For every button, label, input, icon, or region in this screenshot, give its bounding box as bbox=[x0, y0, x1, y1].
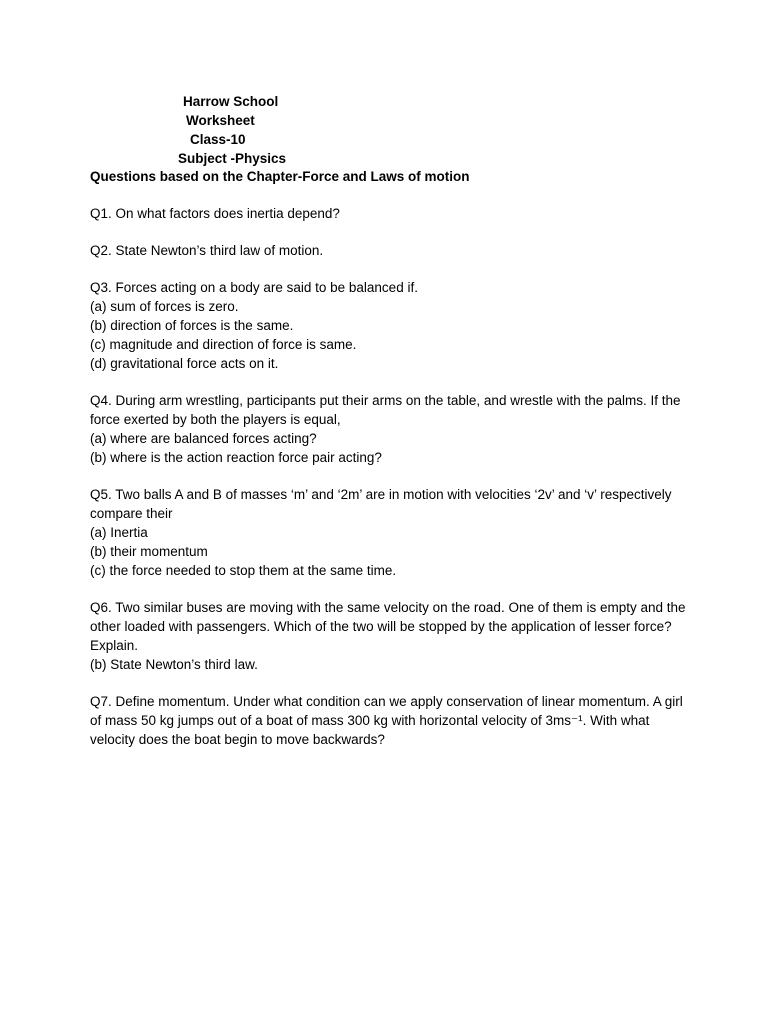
question-5-text: Q5. Two balls A and B of masses ‘m’ and ‘2m’ are in motion with velocities ‘2v’ and ‘v’ respectively compare their bbox=[90, 487, 672, 521]
question-4-part-a: (a) where are balanced forces acting? bbox=[90, 431, 317, 446]
school-name: Harrow School bbox=[183, 94, 279, 109]
class-label: Class-10 bbox=[190, 132, 246, 147]
question-6-part-b: (b) State Newton’s third law. bbox=[90, 657, 258, 672]
question-2: Q2. State Newton’s third law of motion. bbox=[90, 243, 324, 258]
question-5 bbox=[90, 485, 690, 580]
question-3-option-d: (d) gravitational force acts on it. bbox=[90, 356, 279, 371]
question-1: Q1. On what factors does inertia depend? bbox=[90, 206, 340, 221]
question-5-part-b: (b) their momentum bbox=[90, 544, 208, 559]
question-3-option-c: (c) magnitude and direction of force is same. bbox=[90, 337, 357, 352]
question-3-option-b: (b) direction of forces is the same. bbox=[90, 318, 294, 333]
question-6-text: Q6. Two similar buses are moving with the same velocity on the road. One of them is empty and the other loaded with passengers. Which of the two will be stopped by the application of lesser force? Explain. bbox=[90, 600, 686, 653]
question-5-part-c: (c) the force needed to stop them at the same time. bbox=[90, 563, 397, 578]
question-4 bbox=[90, 391, 690, 467]
question-7: Q7. Define momentum. Under what condition can we apply conservation of linear momentum. A girl of mass 50 kg jumps out of a boat of mass 300 kg with horizontal velocity of 3ms⁻¹. With what velocity does the boat begin to move backwards? bbox=[90, 694, 683, 747]
question-3-text: Q3. Forces acting on a body are said to be balanced if. bbox=[90, 280, 418, 295]
worksheet-content bbox=[90, 167, 690, 749]
question-5-part-a: (a) Inertia bbox=[90, 525, 148, 540]
question-6 bbox=[90, 598, 690, 674]
question-3-option-a: (a) sum of forces is zero. bbox=[90, 299, 239, 314]
subject-label: Subject -Physics bbox=[178, 151, 287, 166]
question-3 bbox=[90, 278, 690, 373]
question-4-part-b: (b) where is the action reaction force pair acting? bbox=[90, 450, 382, 465]
worksheet-label: Worksheet bbox=[186, 113, 255, 128]
question-4-text: Q4. During arm wrestling, participants put their arms on the table, and wrestle with the palms. If the force exerted by both the players is equal, bbox=[90, 393, 681, 427]
chapter-heading: Questions based on the Chapter-Force and Laws of motion bbox=[90, 169, 470, 184]
